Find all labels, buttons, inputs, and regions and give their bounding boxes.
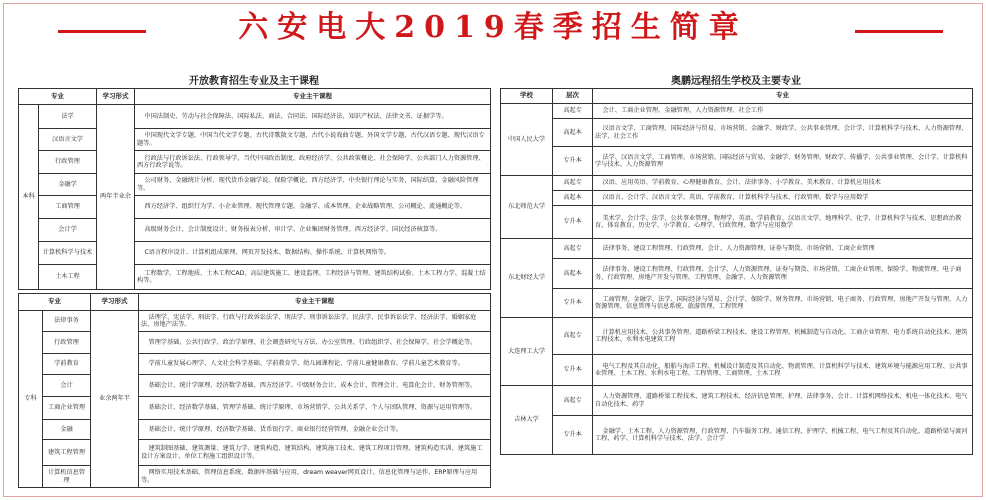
level-cell: 高起本 [553,191,593,206]
major-cell: 行政管理 [43,332,91,354]
table-row [19,196,491,219]
table-row [501,355,973,386]
school-cell: 中国人民大学 [501,104,553,176]
level-cell: 高起专 [553,104,593,119]
major-cell: 土木工程 [39,265,97,290]
table-row [501,289,973,318]
table-row [501,386,973,416]
header-majors: 专业 [593,89,973,104]
level-cell: 高起专 [553,318,593,355]
majors-cell: 金融学、土木工程、人力资源管理、行政管理、汽车服务工程、通信工程、护理学、机械工程、电气工程及其自动化、道路桥梁与渡河工程、药学、计算机科学与技术、法学、会计学 [593,416,973,455]
table-row [19,265,491,290]
form-cell: 业余两年半 [91,311,139,488]
majors-cell: 法律事务、建设工程管理、行政管理、会计学、人力资源管理、证券与期货、市场营销、工商企业管理、保险学、物流管理、电子商务、行政管理、房地产开发与管理、工程管理、金融学、人力资源管理 [593,259,973,289]
level-cell: 专升本 [553,416,593,455]
majors-cell: 会计、工商企业管理、金融管理、人力资源管理、社会工作 [593,104,973,119]
major-cell: 会计学 [39,219,97,242]
courses-cell: 网络实用技术基础、管理信息系统、数据库基础与应用、dream weaver网页设计、信息化管理与运作、ERP原理与应用等。 [139,466,491,488]
header-level: 层次 [553,89,593,104]
table-row [19,174,491,196]
major-cell: 学前教育 [43,354,91,375]
table-row [501,206,973,239]
major-cell: 工商企业管理 [43,397,91,420]
table-row [501,191,973,206]
courses-cell: 建筑制图基础、建筑测量、建筑力学、建筑构造、建筑结构、建筑施工技术、建筑工程项目管理、建筑构造实训、建筑施工设计方案设计、单位工程施工组织设计等。 [139,440,491,466]
table-row [19,219,491,242]
level-cell: 本科 [19,105,39,290]
courses-cell: 行政法与行政诉讼法、行政领导学、当代中国政治制度、政府经济学、公共政策概论、社会保障学、公共部门人力资源管理、西方行政学说等。 [135,151,491,174]
table-row [19,440,491,466]
school-cell: 东北财经大学 [501,239,553,318]
table-row [19,129,491,151]
header-major: 专业 [19,294,91,311]
majors-cell: 工商管理、金融学、法学、国际经济与贸易、会计学、保险学、财务管理、市场营销、电子商务、行政管理、房地产开发与管理、人力资源管理、信息管理与信息系统、旅游管理、工程管理 [593,289,973,318]
major-cell: 金融学 [39,174,97,196]
table-row [501,104,973,119]
level-cell: 专升本 [553,289,593,318]
school-cell: 大连理工大学 [501,318,553,386]
school-cell: 东北师范大学 [501,176,553,239]
level-cell: 专升本 [553,206,593,239]
table-row [19,375,491,397]
level-cell: 专科 [19,311,43,488]
table-row [501,147,973,176]
majors-cell: 法律事务、建设工程管理、行政管理、会计、人力资源管理、证券与期货、市场营销、工商企业管理 [593,239,973,259]
majors-cell: 电气工程及其自动化、船舶与海洋工程、机械设计制造及其自动化、物流管理、计算机科学与技术、建筑环境与能源应用工程、公共事业管理、土木工程、水利水电工程、工程管理、工商管理、土木工程 [593,355,973,386]
table-row [19,332,491,354]
table-row [19,466,491,488]
major-cell: 建筑工程管理 [43,440,91,466]
courses-cell: 管理学基础、公共行政学、政治学原理、社会调查研究与方法、办公室管理、行政组织学、社会保障学、社会学概论等。 [139,332,491,354]
header-courses: 专业主干课程 [135,89,491,105]
major-cell: 法律事务 [43,311,91,332]
courses-cell: 学前儿童发展心理学、人文社会科学基础、学前教育学、幼儿园课程论、学前儿童健康教育、学前儿童艺术教育等。 [139,354,491,375]
level-cell: 高起专 [553,176,593,191]
courses-cell: 公司财务、金融统计分析、现代货币金融学说、保险学概论、西方经济学、中央银行理论与实务、国际结算、金融风险管理等。 [135,174,491,196]
table-row [19,420,491,440]
courses-cell: 基础会计、统计学原理、经济数学基础、货币银行学、商业银行经营管理、金融企业会计等。 [139,420,491,440]
open-edu-undergrad-table [18,88,491,290]
majors-cell: 计算机应用技术、公共事务管理、道路桥梁工程技术、建设工程管理、机械制造与自动化、工商企业管理、电力系统自动化技术、建筑工程技术、水利水电建筑工程 [593,318,973,355]
majors-cell: 人力资源管理、道路桥梁工程技术、建筑工程技术、经济信息管理、护理、法律事务、会计、计算机网络技术、机电一体化技术、电气自动化技术、药学 [593,386,973,416]
level-cell: 专升本 [553,355,593,386]
major-cell: 汉语言文学 [39,129,97,151]
major-cell: 会计 [43,375,91,397]
page-title: 六安电大2019春季招生简章 [238,10,748,45]
courses-cell: 法理学、宪法学、刑法学、行政与行政诉讼法学、刑法学、刑事诉讼法学、民法学、民事诉讼法学、经济法学、婚姻家庭法、房地产法等。 [139,311,491,332]
table-row [19,397,491,420]
header-courses: 专业主干课程 [139,294,491,311]
table-row [501,119,973,147]
majors-cell: 汉语言文学、工商管理、国际经济与贸易、市场营销、金融学、财政学、公共事业管理、会计学、计算机科学与技术、人力资源管理、法学、社会工作 [593,119,973,147]
level-cell: 专升本 [553,147,593,176]
level-cell: 高起本 [553,259,593,289]
major-cell: 计算机科学与技术 [39,242,97,265]
right-section-title: 奥鹏远程招生学校及主要专业 [671,76,801,87]
majors-cell: 美术学、会计学、法学、公共事业管理、物理学、英语、学前教育、汉语言文学、地理科学、化学、计算机科学与技术、思想政治教育、体育教育、历史学、小学教育、心理学、行政管理、数学与应用数学 [593,206,973,239]
open-edu-college-table [18,293,491,488]
courses-cell: 中国法制史、劳动与社会保障法、国际私法、商法、合同法、国际经济法、知识产权法、法律文书、证据学等。 [135,105,491,129]
table-row [501,239,973,259]
courses-cell: 高级财务会计、会计制度设计、财务报表分析、审计学、企业集团财务管理、西方经济学、国民经济核算等。 [135,219,491,242]
header-major: 专业 [19,89,97,105]
header-form: 学习形式 [91,294,139,311]
table-row [501,318,973,355]
major-cell: 计算机信息管理 [43,466,91,488]
header-form: 学习形式 [97,89,135,105]
courses-cell: 基础会计、统计学原理、经济数学基础、西方经济学、中级财务会计、成本会计、管理会计、电算化会计、财务管理等。 [139,375,491,397]
table-row [19,242,491,265]
major-cell: 行政管理 [39,151,97,174]
aopeng-school-table [500,88,973,455]
form-cell: 两年半业余 [97,105,135,290]
left-section-title: 开放教育招生专业及主干课程 [189,76,319,87]
majors-cell: 法学、汉语言文学、工商管理、市场营销、国际经济与贸易、金融学、财务管理、财政学、传播学、公共事业管理、会计学、计算机科学与技术、人力资源管理 [593,147,973,176]
major-cell: 法学 [39,105,97,129]
courses-cell: 基础会计、经济数学基础、管理学基础、统计学原理、市场营销学、公共关系学、个人与团队管理、资源与运用管理等。 [139,397,491,420]
table-row [19,354,491,375]
table-row [501,416,973,455]
courses-cell: 西方经济学、组织行为学、小企业管理、现代管理专题、金融学、成本管理、企业战略管理、公司概论、流通概论等。 [135,196,491,219]
major-cell: 工商管理 [39,196,97,219]
school-cell: 吉林大学 [501,386,553,455]
level-cell: 高起专 [553,239,593,259]
major-cell: 金融 [43,420,91,440]
header-school: 学校 [501,89,553,104]
table-row [501,259,973,289]
majors-cell: 汉语言、会计学、汉语言文学、英语、学前教育、计算机科学与技术、行政管理、数学与应用数学 [593,191,973,206]
courses-cell: C语言程序设计、计算机组成原理、网页开发技术、数据结构、操作系统、计算机网络等。 [135,242,491,265]
level-cell: 高起本 [553,119,593,147]
table-row [19,151,491,174]
table-row [501,176,973,191]
courses-cell: 中国现代文学专题、中国当代文学专题、古代诗歌散文专题、古代小说戏曲专题、外国文学专题、古代汉语专题、现代汉语专题等。 [135,129,491,151]
courses-cell: 工程数学、工程地质、土木工程CAD、高层建筑施工、建设监理、工程经济与管理、建筑结构试验、土木工程力学、混凝土结构等。 [135,265,491,290]
level-cell: 高起专 [553,386,593,416]
table-row [19,311,491,332]
table-row [19,105,491,129]
majors-cell: 汉语、应用英语、学前教育、心理健康教育、会计、法律事务、小学教育、美术教育、计算机应用技术 [593,176,973,191]
